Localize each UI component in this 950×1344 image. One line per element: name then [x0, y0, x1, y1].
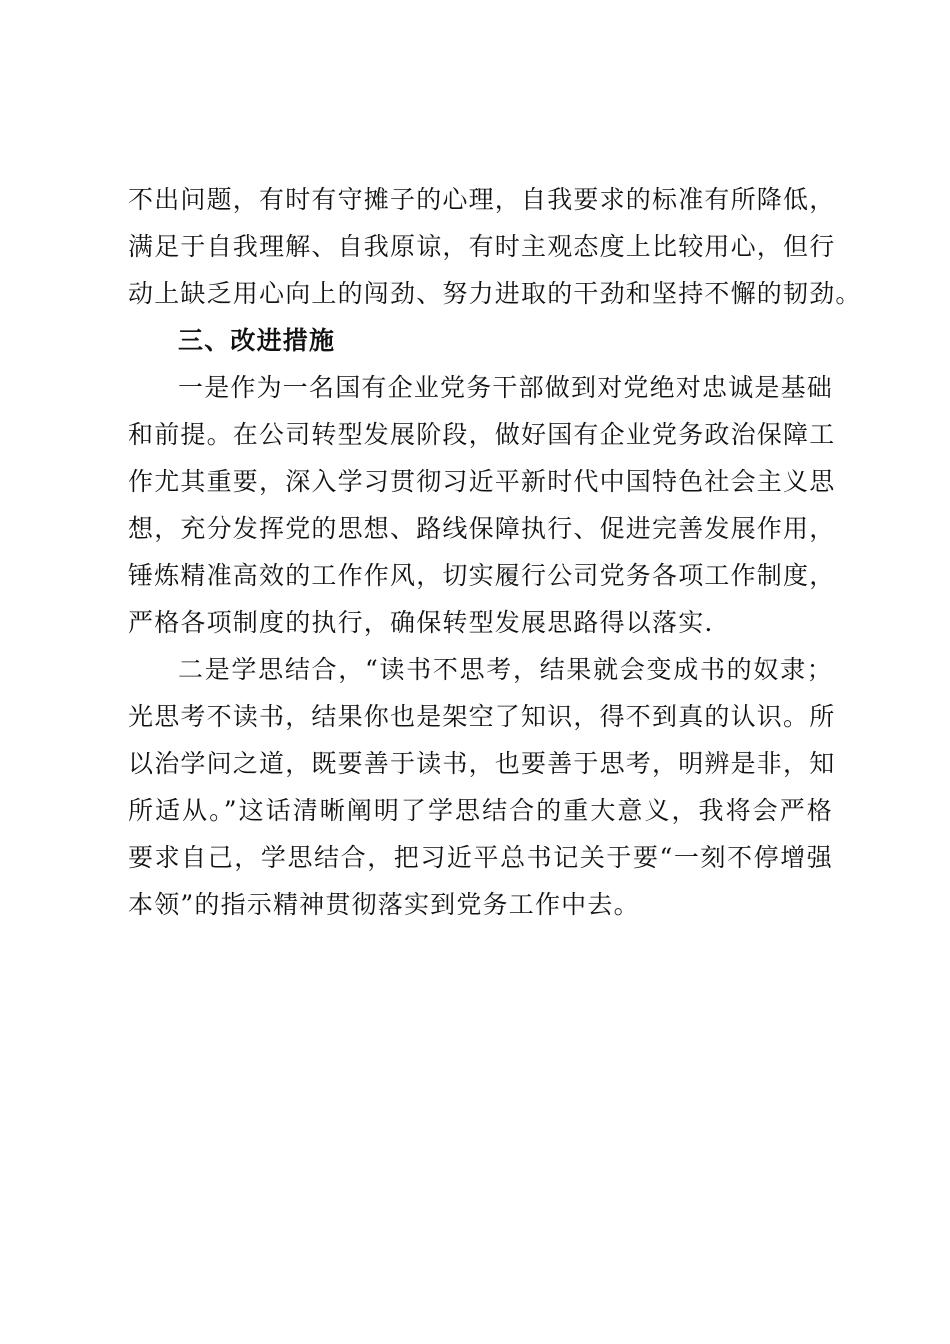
body-text-line: 不出问题，有时有守摊子的心理，自我要求的标准有所降低，: [128, 185, 836, 214]
body-text-line: 满足于自我理解、自我原谅，有时主观态度上比较用心，但行: [128, 232, 836, 261]
body-text-line: 光思考不读书，结果你也是架空了知识，得不到真的认识。所: [128, 702, 836, 731]
body-text-line: 想，充分发挥党的思想、路线保障执行、促进完善发展作用，: [128, 514, 836, 543]
body-text-line: 所适从。”这话清晰阐明了学思结合的重大意义，我将会严格: [128, 796, 833, 825]
body-text-line: 以治学问之道，既要善于读书，也要善于思考，明辨是非，知: [128, 749, 836, 778]
paragraph-first-line: 一是作为一名国有企业党务干部做到对党绝对忠诚是基础: [178, 373, 834, 402]
body-text-line: 锤炼精准高效的工作作风，切实履行公司党务各项工作制度，: [128, 561, 836, 590]
section-heading: 三、改进措施: [178, 326, 336, 355]
body-text-line: 要求自己，学思结合，把习近平总书记关于要“一刻不停增强: [128, 843, 833, 872]
body-text-line: 严格各项制度的执行，确保转型发展思路得以落实.: [128, 608, 714, 637]
body-text-line: 本领”的指示精神贯彻落实到党务工作中去。: [128, 890, 640, 919]
body-text-line: 作尤其重要，深入学习贯彻习近平新时代中国特色社会主义思: [128, 467, 836, 496]
body-text-line: 和前提。在公司转型发展阶段，做好国有企业党务政治保障工: [128, 420, 836, 449]
body-text-line: 动上缺乏用心向上的闯劲、努力进取的干劲和坚持不懈的韧劲。: [128, 279, 862, 308]
paragraph-first-line: 二是学思结合，“读书不思考，结果就会变成书的奴隶；: [178, 655, 833, 684]
